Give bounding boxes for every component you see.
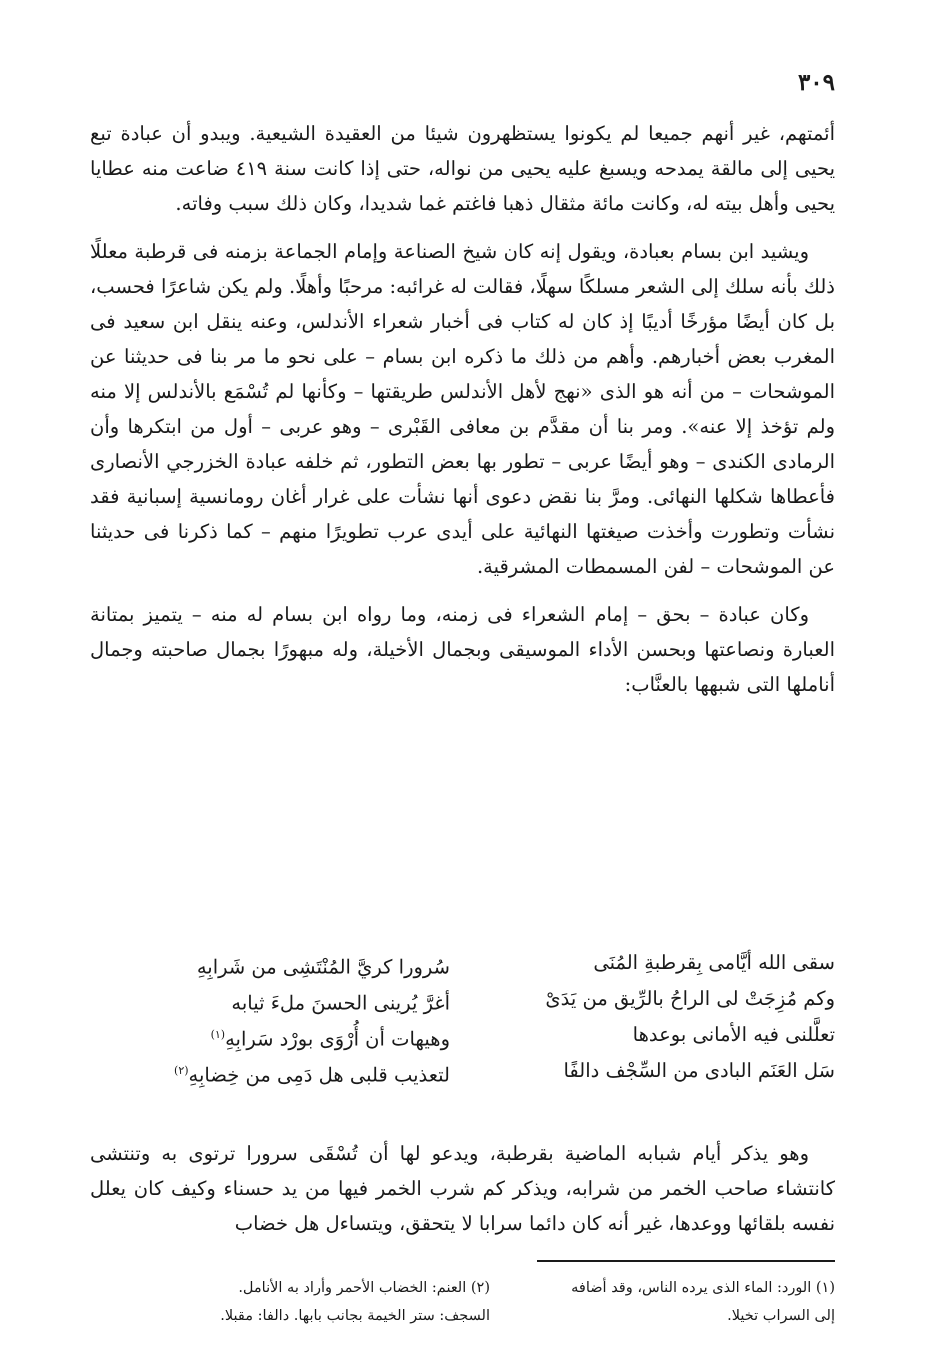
footnote-1	[490, 1274, 835, 1330]
book-page	[90, 68, 835, 1324]
verse-first-hemistich: تعلَّلنى فيه الأمانى بوعدها	[632, 1023, 835, 1046]
verse-second-hemistich: أغرَّ يُرينى الحسنَ ملءَ ثيابه	[231, 991, 450, 1015]
paragraph: وكان عبادة – بحق – إمام الشعراء فى زمنه، وما رواه ابن بسام له منه – يتميز بمتانة العبارة ونصاعتها وبحسن الأداء الموسيقى وبجمال الأخيلة، وله مبهورًا بجمال صاحبته وجمال أناملها التى شبهها بالعنَّاب:	[90, 603, 835, 696]
verse-first-hemistich: سقى الله أيَّامى بِقرطبةِ المُنَى	[593, 951, 835, 974]
footnote-line: (١) الورد: الماء الذى يرده الناس، وقد أضافه	[571, 1280, 835, 1296]
footnote-line: إلى السراب تخيلا.	[727, 1308, 835, 1324]
footnote-divider	[537, 1260, 835, 1262]
verse-first-hemistich: وكم مُزِجَتْ لى الراحُ بالرِّيق من يَدَىْ	[545, 987, 835, 1010]
footnotes	[90, 1274, 835, 1330]
verse-first-hemistich: سَل العَنَم البادى من السِّجْف دالفًا	[563, 1059, 835, 1082]
footnote-marker: (٢)	[174, 1064, 189, 1077]
paragraph: ويشيد ابن بسام بعبادة، ويقول إنه كان شيخ الصناعة وإمام الجماعة بزمنه فى قرطبة معللًا ذلك بأنه سلك إلى الشعر مسلكًا سهلًا، فقالت له غرائبه: مرحبًا وأهلًا. ولم يكن شاعرًا فحسب، بل كان أيضًا مؤرخًا أديبًا إذ كان له كتاب فى أخبار شعراء الأندلس، وعنه ينقل ابن سعيد فى المغرب بعض أخبارهم. وأهم من ذلك ما ذكره ابن بسام – على نحو ما مر بنا فى حديثنا عن الموشحات – من أنه هو الذى «نهج لأهل الأندلس طريقتها – وكأنها لم تُسْمَع بالأندلس إلا منه ولم تؤخذ إلا عنه». ومر بنا أن مقدَّم بن معافى القَبْرى – وهو عربى – أول من ابتكرها وأن الرمادى الكندى – وهو أيضًا عربى – تطور بها بعض التطور، ثم خلفه عبادة الخزرجي الأنصارى فأعطاها شكلها النهائى. ومرَّ بنا نقض دعوى أنها نشأت على غرار أغان رومانسية إسبانية فقد نشأت وتطورت وأخذت صيغتها النهائية على أيدى عرب تطويرًا منهم – كما ذكرنا فى حديثنا عن الموشحات – لفن المسمطات المشرقية.	[90, 240, 835, 578]
paragraph: وهو يذكر أيام شبابه الماضية بقرطبة، ويدعو لها أن تُسْقَى سرورا ترتوى به وتنتشى كانتشاء صاحب الخمر من شرابه، ويذكر كم شرب الخمر فيها من يد حسناء وكيف كان يعلل نفسه بلقائها ووعدها، غير أنه كان دائما سرابا لا يتحقق، ويتساءل هل خضاب	[90, 1142, 835, 1235]
poem	[90, 945, 835, 1105]
footnote-2	[90, 1274, 490, 1330]
footnote-line: (٢) العنم: الخضاب الأحمر وأراد به الأنامل.	[238, 1280, 490, 1296]
footnote-marker: (١)	[210, 1028, 226, 1041]
poem-verse	[90, 981, 835, 1017]
poem-verse	[90, 1053, 835, 1089]
poem-verse	[90, 1017, 835, 1053]
verse-second-hemistich: لتعذيب قلبى هل دَمِى من خِضابِهِ$^{(٢)}$	[174, 1063, 450, 1087]
verse-second-hemistich: سُرورا كريَّ المُنْتَشِى من شَرابِهِ	[196, 955, 450, 979]
footnote-line: السجف: ستر الخيمة بجانب بابها. دالفا: مقبلا.	[220, 1308, 490, 1324]
main-text	[90, 116, 835, 702]
poem-verse	[90, 945, 835, 981]
verse-second-hemistich: وهيهات أن أُرْوَى بورْد سَرابِهِ$^{(١)}$	[210, 1027, 450, 1051]
paragraph: أئمتهم، غير أنهم جميعا لم يكونوا يستظهرون شيئا من العقيدة الشيعية. ويبدو أن عبادة تبع يحيى إلى مالقة يمدحه ويسبغ عليه يحيى من نواله، حتى إذا كانت سنة ٤١٩ ضاعت منه عطايا يحيى وأهل بيته له، وكانت مائة مثقال ذهبا فاغتم غما شديدا، وكان ذلك سبب وفاته.	[90, 122, 835, 215]
page-number: ٣٠٩	[797, 69, 835, 96]
